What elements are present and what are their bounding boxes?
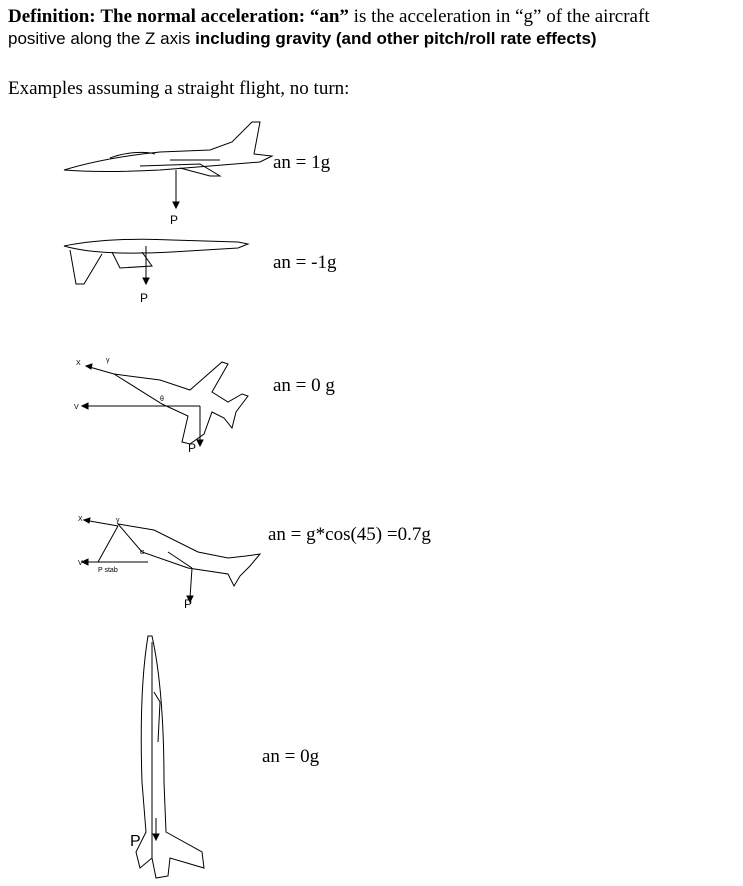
weight-label-3: P: [188, 441, 197, 455]
definition-line-2: [8, 28, 597, 50]
aircraft-45deg-climb-diagram: [78, 512, 268, 612]
gamma-label-4: γ: [116, 517, 120, 524]
formula-4: an = g*cos(45) =0.7g: [268, 524, 431, 545]
weight-label-5: P: [130, 833, 141, 850]
axis-v-label-3: V: [74, 404, 79, 411]
theta-label-3: θ: [160, 396, 164, 403]
alpha-label-4: α: [140, 549, 145, 556]
aircraft-inverted-diagram: [62, 232, 252, 307]
definition-term: “an”: [309, 6, 349, 27]
formula-1: an = 1g: [273, 152, 331, 173]
formula-5: an = 0g: [262, 746, 320, 767]
definition-title: The normal acceleration:: [100, 6, 306, 27]
examples-intro: Examples assuming a straight flight, no turn:: [8, 78, 350, 99]
formula-3: an = 0 g: [273, 375, 335, 396]
aircraft-level-diagram: [60, 118, 270, 230]
aircraft-vertical-climb-diagram: [72, 352, 262, 462]
gamma-label-3: γ: [106, 357, 110, 364]
formula-2: an = -1g: [273, 252, 337, 273]
axis-x-label-4: X: [78, 516, 83, 523]
definition-line-1: [8, 6, 650, 28]
weight-label-2: P: [140, 291, 149, 305]
definition-emphasis: including gravity (and other pitch/roll rate effects): [195, 29, 597, 48]
definition-text-1: is the acceleration in “g” of the aircraft: [353, 6, 650, 27]
weight-label-1: P: [170, 213, 179, 227]
definition-text-2: positive along the Z axis: [8, 29, 191, 48]
pstab-label-4: P stab: [98, 567, 118, 574]
axis-x-label-3: X: [76, 360, 81, 367]
weight-label-4: P: [184, 597, 193, 611]
axis-v-label-4: V: [78, 560, 83, 567]
definition-label: Definition:: [8, 6, 96, 27]
aircraft-vertical-dive-diagram: [126, 632, 216, 880]
